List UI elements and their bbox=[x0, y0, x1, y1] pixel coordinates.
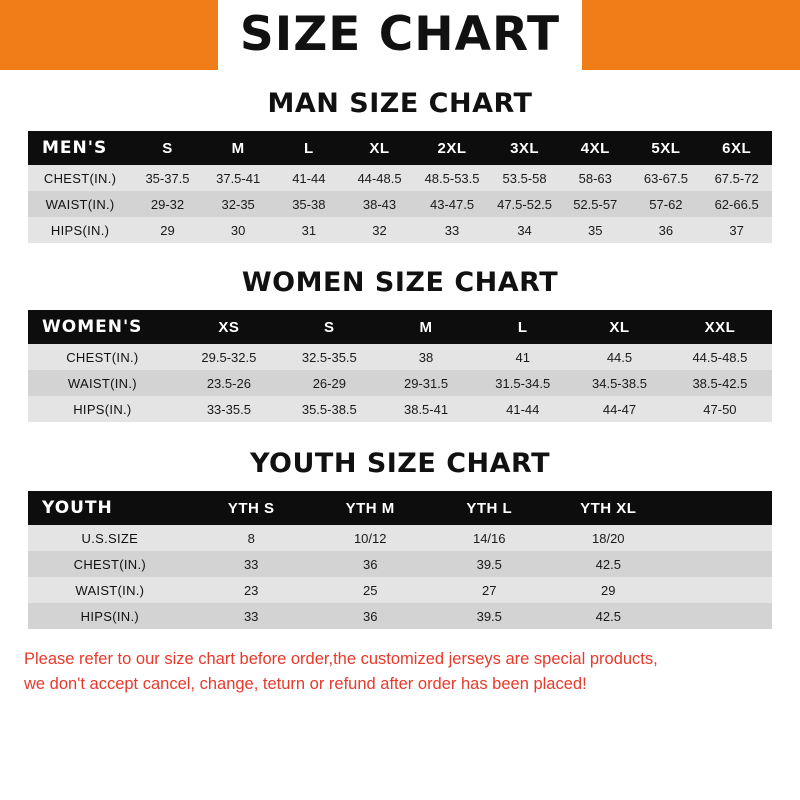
row-label-hips: HIPS(IN.) bbox=[28, 217, 132, 243]
cell: 44.5 bbox=[571, 344, 668, 370]
disclaimer-line-2: we don't accept cancel, change, teturn or refund after order has been placed! bbox=[24, 675, 587, 693]
banner-right-block bbox=[682, 0, 800, 70]
cell: 36 bbox=[311, 551, 430, 577]
cell: 31.5-34.5 bbox=[474, 370, 571, 396]
cell: 39.5 bbox=[430, 551, 549, 577]
cell: 29-31.5 bbox=[378, 370, 475, 396]
cell: 48.5-53.5 bbox=[415, 165, 489, 191]
cell: 29-32 bbox=[132, 191, 203, 217]
cell bbox=[668, 525, 772, 551]
cell: 47.5-52.5 bbox=[489, 191, 560, 217]
cell: 33 bbox=[192, 603, 311, 629]
cell: 29.5-32.5 bbox=[177, 344, 281, 370]
cell: 36 bbox=[631, 217, 702, 243]
man-table-wrap bbox=[28, 131, 772, 243]
cell: 27 bbox=[430, 577, 549, 603]
cell: 33 bbox=[192, 551, 311, 577]
cell: 30 bbox=[203, 217, 274, 243]
cell: 41 bbox=[474, 344, 571, 370]
cell: 57-62 bbox=[631, 191, 702, 217]
header-banner bbox=[0, 0, 800, 70]
cell: 34.5-38.5 bbox=[571, 370, 668, 396]
page-title: SIZE CHART bbox=[218, 0, 582, 70]
row-label-waist: WAIST(IN.) bbox=[28, 577, 192, 603]
banner-center bbox=[218, 0, 582, 70]
man-size-table bbox=[28, 131, 772, 243]
col-header-l: L bbox=[474, 310, 571, 344]
man-section-title: MAN SIZE CHART bbox=[267, 88, 533, 119]
row-label-chest: CHEST(IN.) bbox=[28, 165, 132, 191]
cell: 43-47.5 bbox=[415, 191, 489, 217]
youth-table-wrap bbox=[28, 491, 772, 629]
col-header-2xl: 2XL bbox=[415, 131, 489, 165]
col-header-youth: YOUTH bbox=[28, 491, 192, 525]
cell: 36 bbox=[311, 603, 430, 629]
col-header-blank bbox=[668, 491, 772, 525]
cell: 35-38 bbox=[274, 191, 345, 217]
row-label-waist: WAIST(IN.) bbox=[28, 191, 132, 217]
cell: 38-43 bbox=[344, 191, 415, 217]
row-label-us-size: U.S.SIZE bbox=[28, 525, 192, 551]
table-row bbox=[28, 165, 772, 191]
cell: 10/12 bbox=[311, 525, 430, 551]
cell: 33 bbox=[415, 217, 489, 243]
cell: 52.5-57 bbox=[560, 191, 631, 217]
cell bbox=[668, 577, 772, 603]
table-header-row bbox=[28, 310, 772, 344]
cell: 25 bbox=[311, 577, 430, 603]
cell: 34 bbox=[489, 217, 560, 243]
cell: 31 bbox=[274, 217, 345, 243]
women-section-title: WOMEN SIZE CHART bbox=[241, 267, 559, 298]
cell: 63-67.5 bbox=[631, 165, 702, 191]
col-header-xxl: XXL bbox=[668, 310, 772, 344]
cell: 14/16 bbox=[430, 525, 549, 551]
row-label-hips: HIPS(IN.) bbox=[28, 396, 177, 422]
cell: 44-47 bbox=[571, 396, 668, 422]
cell: 38.5-41 bbox=[378, 396, 475, 422]
col-header-m: M bbox=[203, 131, 274, 165]
disclaimer-note bbox=[24, 647, 776, 697]
youth-size-table bbox=[28, 491, 772, 629]
cell: 47-50 bbox=[668, 396, 772, 422]
col-header-mens: MEN'S bbox=[28, 131, 132, 165]
cell bbox=[668, 603, 772, 629]
cell: 44-48.5 bbox=[344, 165, 415, 191]
table-row bbox=[28, 551, 772, 577]
cell: 38.5-42.5 bbox=[668, 370, 772, 396]
cell: 35 bbox=[560, 217, 631, 243]
youth-section-title: YOUTH SIZE CHART bbox=[249, 448, 551, 479]
cell: 38 bbox=[378, 344, 475, 370]
row-label-chest: CHEST(IN.) bbox=[28, 344, 177, 370]
cell: 67.5-72 bbox=[701, 165, 772, 191]
row-label-chest: CHEST(IN.) bbox=[28, 551, 192, 577]
table-row bbox=[28, 396, 772, 422]
col-header-yth-l: YTH L bbox=[430, 491, 549, 525]
col-header-yth-xl: YTH XL bbox=[549, 491, 668, 525]
row-label-waist: WAIST(IN.) bbox=[28, 370, 177, 396]
cell: 32.5-35.5 bbox=[281, 344, 378, 370]
table-header-row bbox=[28, 131, 772, 165]
cell: 42.5 bbox=[549, 551, 668, 577]
cell: 35-37.5 bbox=[132, 165, 203, 191]
row-label-hips: HIPS(IN.) bbox=[28, 603, 192, 629]
cell: 44.5-48.5 bbox=[668, 344, 772, 370]
cell: 62-66.5 bbox=[701, 191, 772, 217]
col-header-m: M bbox=[378, 310, 475, 344]
col-header-s: S bbox=[281, 310, 378, 344]
cell: 39.5 bbox=[430, 603, 549, 629]
cell: 41-44 bbox=[274, 165, 345, 191]
cell: 26-29 bbox=[281, 370, 378, 396]
col-header-3xl: 3XL bbox=[489, 131, 560, 165]
cell: 23.5-26 bbox=[177, 370, 281, 396]
col-header-6xl: 6XL bbox=[701, 131, 772, 165]
banner-left-block bbox=[0, 0, 118, 70]
col-header-xl: XL bbox=[344, 131, 415, 165]
disclaimer-line-1: Please refer to our size chart before order,the customized jerseys are special products, bbox=[24, 650, 658, 668]
col-header-5xl: 5XL bbox=[631, 131, 702, 165]
cell: 35.5-38.5 bbox=[281, 396, 378, 422]
cell: 37 bbox=[701, 217, 772, 243]
cell: 29 bbox=[549, 577, 668, 603]
cell: 23 bbox=[192, 577, 311, 603]
table-row bbox=[28, 344, 772, 370]
cell bbox=[668, 551, 772, 577]
cell: 29 bbox=[132, 217, 203, 243]
table-row bbox=[28, 525, 772, 551]
cell: 32 bbox=[344, 217, 415, 243]
cell: 33-35.5 bbox=[177, 396, 281, 422]
cell: 58-63 bbox=[560, 165, 631, 191]
table-header-row bbox=[28, 491, 772, 525]
table-row bbox=[28, 370, 772, 396]
col-header-xs: XS bbox=[177, 310, 281, 344]
col-header-s: S bbox=[132, 131, 203, 165]
col-header-xl: XL bbox=[571, 310, 668, 344]
table-row bbox=[28, 191, 772, 217]
cell: 18/20 bbox=[549, 525, 668, 551]
women-size-table bbox=[28, 310, 772, 422]
table-row bbox=[28, 217, 772, 243]
cell: 53.5-58 bbox=[489, 165, 560, 191]
table-row bbox=[28, 577, 772, 603]
col-header-yth-m: YTH M bbox=[311, 491, 430, 525]
col-header-yth-s: YTH S bbox=[192, 491, 311, 525]
cell: 8 bbox=[192, 525, 311, 551]
cell: 41-44 bbox=[474, 396, 571, 422]
col-header-l: L bbox=[274, 131, 345, 165]
col-header-4xl: 4XL bbox=[560, 131, 631, 165]
cell: 37.5-41 bbox=[203, 165, 274, 191]
table-row bbox=[28, 603, 772, 629]
col-header-womens: WOMEN'S bbox=[28, 310, 177, 344]
women-table-wrap bbox=[28, 310, 772, 422]
cell: 42.5 bbox=[549, 603, 668, 629]
cell: 32-35 bbox=[203, 191, 274, 217]
